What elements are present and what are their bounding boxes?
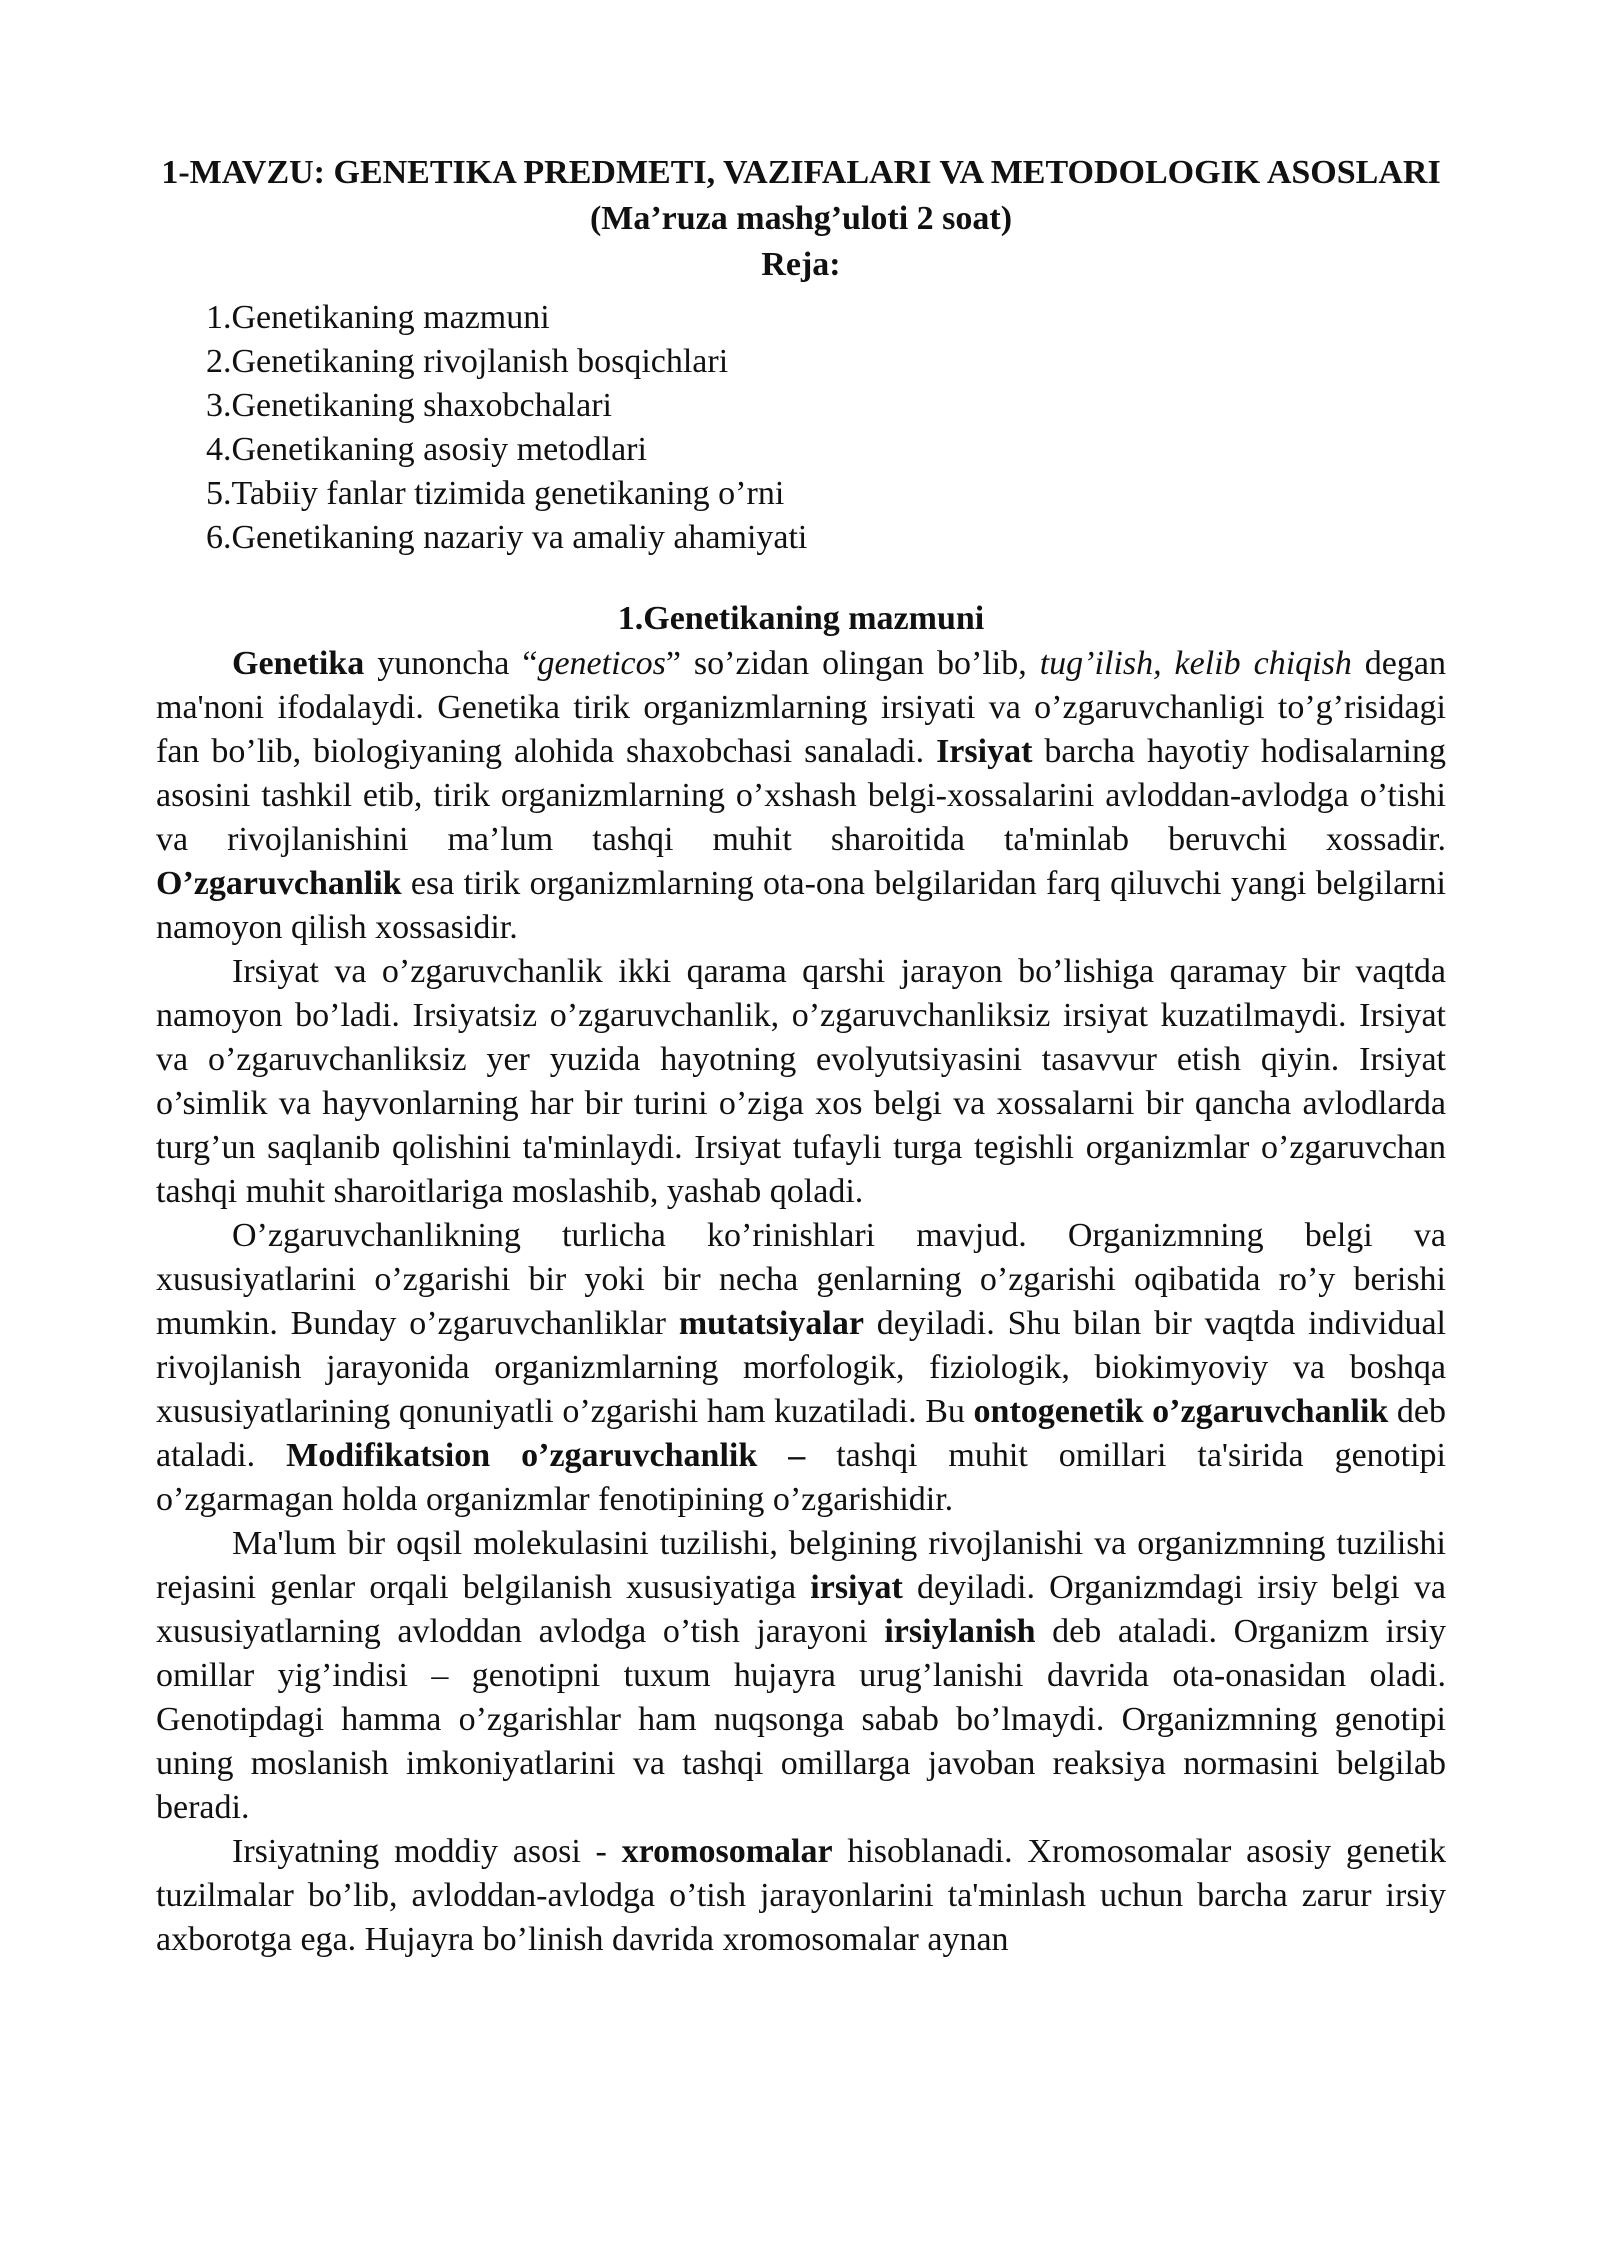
text-run: degan ma'noni ifodalaydi. Genetika tirik organizmlarning irsiyati va o’zgaruvchanligi to’g’risidagi fan bo’lib, biologiyaning alohida shaxobchasi sanaladi. — [156, 645, 1446, 770]
plan-item: 5.Tabiiy fanlar tizimida genetikaning o’rni — [206, 475, 785, 512]
plan-item: 2.Genetikaning rivojlanish bosqichlari — [206, 343, 729, 380]
document-title: 1-MAVZU: GENETIKA PREDMETI, VAZIFALARI VA METODOLOGIK ASOSLARI — [161, 154, 1441, 191]
plan-item: 3.Genetikaning shaxobchalari — [206, 387, 612, 424]
text-run: deb ataladi. — [156, 1393, 1447, 1474]
document-page — [156, 150, 1446, 1962]
plan-item: 4.Genetikaning asosiy metodlari — [206, 431, 647, 468]
plan-list — [156, 296, 1446, 560]
text-run: yunoncha “ — [364, 645, 538, 682]
section-heading: 1.Genetikaning mazmuni — [617, 600, 985, 637]
text-run: deb ataladi. Organizm irsiy omillar yig’indisi – genotipni tuxum hujayra urug’lanishi davrida ota-onasidan oladi. Genotipdagi hamma o’zgarishlar ham nuqsonga sabab bo’lmaydi. Organizmning genotipi uning moslanish imkoniyatlarini va tashqi omillarga javoban reaksiya normasini belgilab beradi. — [156, 1613, 1447, 1826]
body-paragraph — [156, 1522, 1446, 1830]
text-run: deyiladi. Organizmdagi irsiy belgi va xususiyatlarning avloddan avlodga o’tish jarayoni — [156, 1569, 1447, 1650]
bold-term: Genetika — [232, 645, 365, 682]
plan-item: 1.Genetikaning mazmuni — [206, 299, 550, 336]
text-run: ” so’zidan olingan bo’lib, — [665, 645, 1040, 682]
plan-item: 6.Genetikaning nazariy va amaliy ahamiyati — [206, 519, 808, 556]
bold-term: irsiyat — [810, 1569, 903, 1606]
body-paragraph — [156, 950, 1446, 1214]
body-paragraph — [156, 642, 1446, 950]
bold-term: mutatsiyalar — [678, 1305, 864, 1342]
body-paragraph — [156, 1830, 1446, 1962]
text-run: deyiladi. Shu bilan bir vaqtda individual rivojlanish jarayonida organizmlarning morfologik, fiziologik, biokimyoviy va boshqa xususiyatlarining qonuniyatli o’zgarishi ham kuzatiladi. Bu — [156, 1305, 1447, 1430]
text-run: Irsiyat va o’zgaruvchanlik ikki qarama qarshi jarayon bo’lishiga qaramay bir vaqtda namoyon bo’ladi. Irsiyatsiz o’zgaruvchanlik, o’zgaruvchanliksiz irsiyat kuzatilmaydi. Irsiyat va o’zgaruvchanliksiz yer yuzida hayotning evolyutsiyasini tasavvur etish qiyin. Irsiyat o’simlik va hayvonlarning har bir turini o’ziga xos belgi va xossalarni bir qancha avlodlarda turg’un saqlanib qolishini ta'minlaydi. Irsiyat tufayli turga tegishli organizmlar o’zgaruvchan tashqi muhit sharoitlariga moslashib, yashab qoladi. — [156, 953, 1446, 1210]
bold-term: ontogenetik o’zgaruvchanlik — [973, 1393, 1389, 1430]
document-subtitle: (Ma’ruza mashg’uloti 2 soat) — [589, 200, 1013, 237]
italic-term: geneticos — [537, 645, 666, 682]
bold-term: irsiylanish — [884, 1613, 1036, 1650]
bold-term: xromosomalar — [621, 1833, 833, 1870]
body-paragraph — [156, 1214, 1446, 1522]
text-run: hisoblanadi. Xromosomalar asosiy genetik tuzilmalar bo’lib, avloddan-avlodga o’tish jarayonlarini ta'minlash uchun barcha zarur irsiy axborotga ega. Hujayra bo’linish davrida xromosomalar aynan — [156, 1833, 1446, 1958]
bold-term: Irsiyat — [936, 733, 1033, 770]
text-run: O’zgaruvchanlikning turlicha ko’rinishlari mavjud. Organizmning belgi va xususiyatlarini o’zgarishi bir yoki bir necha genlarning o’zgarishi oqibatida ro’y berishi mumkin. Bunday o’zgaruvchanliklar — [156, 1217, 1446, 1342]
plan-heading: Reja: — [761, 246, 841, 283]
text-run: tashqi muhit omillari ta'sirida genotipi o’zgarmagan holda organizmlar fenotipining o’zgarishidir. — [156, 1437, 1446, 1518]
bold-term: O’zgaruvchanlik — [156, 865, 402, 902]
bold-term: Modifikatsion o’zgaruvchanlik – — [286, 1437, 806, 1474]
text-run: barcha hayotiy hodisalarning asosini tashkil etib, tirik organizmlarning o’xshash belgi-xossalarini avloddan-avlodga o’tishi va rivojlanishini ma’lum tashqi muhit sharoitida ta'minlab beruvchi xossadir. — [156, 733, 1446, 858]
text-run: esa tirik organizmlarning ota-ona belgilaridan farq qiluvchi yangi belgilarni namoyon qilish xossasidir. — [156, 865, 1446, 946]
italic-term: tug’ilish, kelib chiqish — [1039, 645, 1352, 682]
body-text — [156, 642, 1446, 1962]
text-run: Irsiyatning moddiy asosi - — [232, 1833, 622, 1870]
text-run: Ma'lum bir oqsil molekulasini tuzilishi, belgining rivojlanishi va organizmning tuzilishi rejasini genlar orqali belgilanish xususiyatiga — [156, 1525, 1446, 1606]
